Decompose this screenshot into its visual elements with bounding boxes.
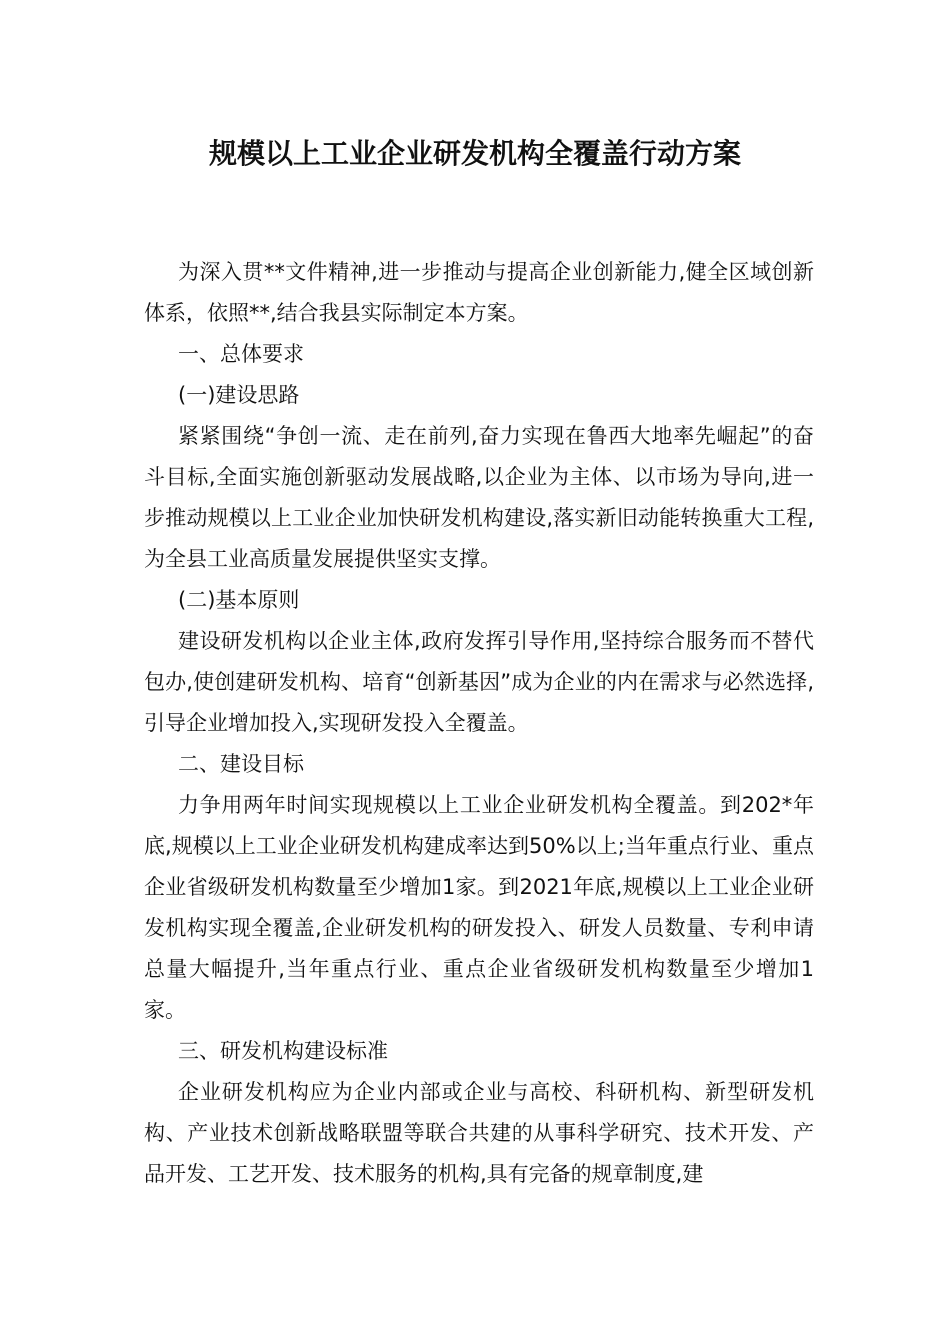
- document-body: [144, 252, 814, 1195]
- paragraph-standards: 企业研发机构应为企业内部或企业与高校、科研机构、新型研发机构、产业技术创新战略联盟等联合共建的从事科学研究、技术开发、产品开发、工艺开发、技术服务的机构,具有完备的规章制度,建: [144, 1080, 814, 1186]
- section-heading-1: 一、总体要求: [178, 342, 304, 366]
- section-heading-2: 二、建设目标: [178, 752, 304, 776]
- paragraph-construction-ideas: 紧紧围绕“争创一流、走在前列,奋力实现在鲁西大地率先崛起”的奋斗目标,全面实施创新驱动发展战略,以企业为主体、以市场为导向,进一步推动规模以上工业企业加快研发机构建设,落实新旧动能转换重大工程,为全县工业高质量发展提供坚实支撑。: [144, 424, 814, 571]
- paragraph-construction-goals: 力争用两年时间实现规模以上工业企业研发机构全覆盖。到202*年底,规模以上工业企业研发机构建成率达到50%以上;当年重点行业、重点企业省级研发机构数量至少增加1家。到2021年底,规模以上工业企业研发机构实现全覆盖,企业研发机构的研发投入、研发人员数量、专利申请总量大幅提升,当年重点行业、重点企业省级研发机构数量至少增加1家。: [144, 793, 814, 1022]
- subsection-heading-1-2: (二)基本原则: [178, 588, 300, 612]
- paragraph-basic-principles: 建设研发机构以企业主体,政府发挥引导作用,坚持综合服务而不替代包办,使创建研发机构、培育“创新基因”成为企业的内在需求与必然选择,引导企业增加投入,实现研发投入全覆盖。: [144, 629, 814, 735]
- paragraph-intro: 为深入贯**文件精神,进一步推动与提高企业创新能力,健全区域创新体系，依照**,结合我县实际制定本方案。: [144, 260, 814, 325]
- subsection-heading-1-1: (一)建设思路: [178, 383, 300, 407]
- document-title: 规模以上工业企业研发机构全覆盖行动方案: [208, 137, 741, 170]
- section-heading-3: 三、研发机构建设标准: [178, 1039, 388, 1063]
